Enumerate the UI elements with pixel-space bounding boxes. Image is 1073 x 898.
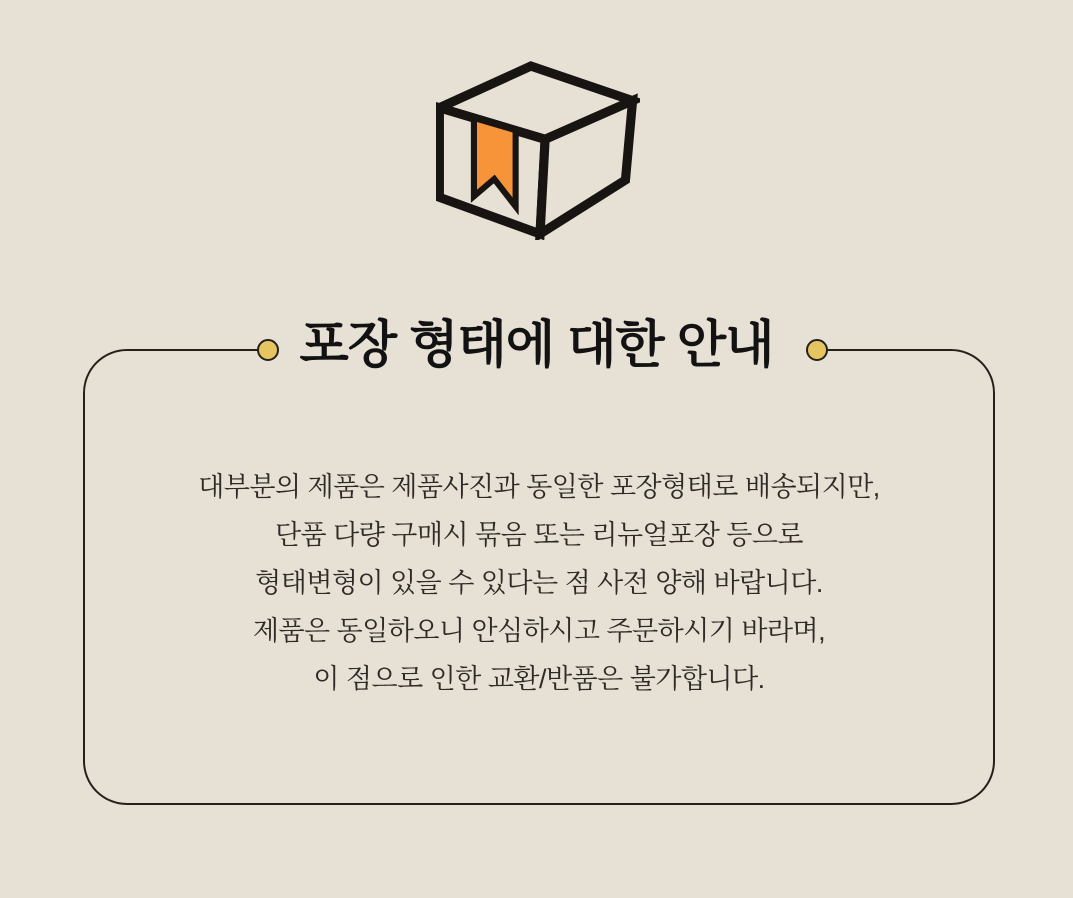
notice-line: 형태변형이 있을 수 있다는 점 사전 양해 바랍니다. [255, 568, 823, 598]
section-title: 포장 형태에 대한 안내 [299, 316, 774, 373]
notice-line: 단품 다량 구매시 묶음 또는 리뉴얼포장 등으로 [274, 520, 804, 550]
title-right-dot [806, 339, 828, 361]
notice-text-block [83, 463, 995, 703]
notice-line: 이 점으로 인한 교환/반품은 불가합니다. [313, 664, 765, 694]
package-box-icon [436, 60, 640, 240]
title-left-dot [257, 339, 279, 361]
notice-line: 제품은 동일하오니 안심하시고 주문하시기 바라며, [252, 616, 826, 646]
notice-line: 대부분의 제품은 제품사진과 동일한 포장형태로 배송되지만, [198, 472, 880, 502]
package-box-icon-graphic [436, 60, 640, 240]
